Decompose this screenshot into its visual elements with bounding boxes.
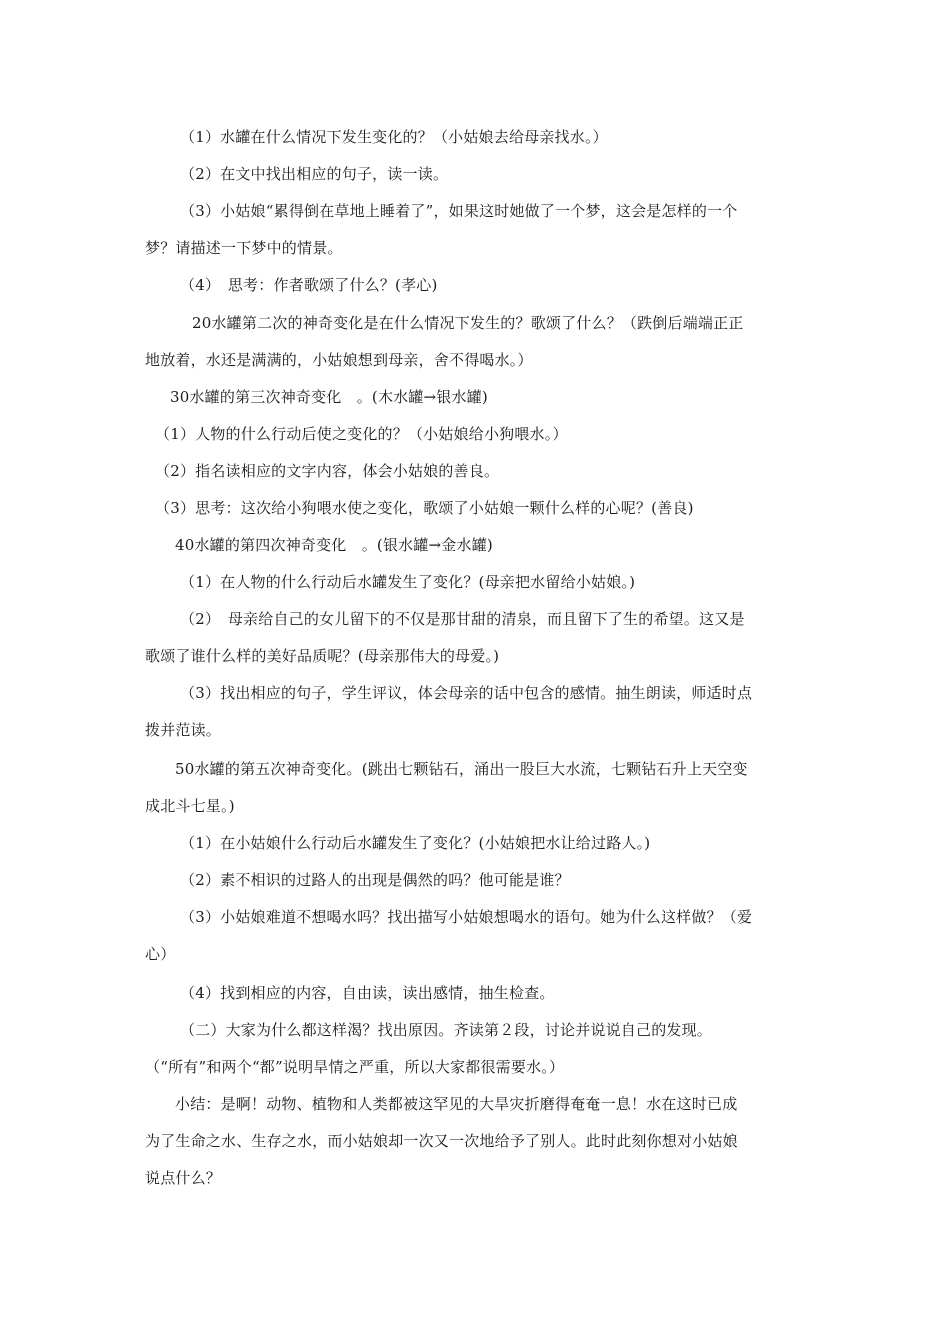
line-item-3: 30水罐的第三次神奇变化 。(木水罐→银水罐) (170, 388, 488, 406)
line-1-4: （4） 思考：作者歌颂了什么？(孝心) (180, 276, 438, 294)
line-5-1: （1）在小姑娘什么行动后水罐发生了变化？(小姑娘把水让给过路人。) (180, 834, 651, 852)
line-item-4: 40水罐的第四次神奇变化 。(银水罐→金水罐) (175, 536, 493, 554)
line-1-1: （1）水罐在什么情况下发生变化的？（小姑娘去给母亲找水。） (180, 128, 608, 146)
line-5-3-cont: 心） (145, 945, 176, 963)
line-item-2: 20水罐第二次的神奇变化是在什么情况下发生的？歌颂了什么？（跌倒后端端正正 (192, 314, 744, 332)
line-3-3: （3）思考：这次给小狗喂水使之变化，歌颂了小姑娘一颗什么样的心呢？(善良) (155, 499, 694, 517)
line-4-3-cont: 拨并范读。 (145, 721, 222, 739)
line-3-2: （2）指名读相应的文字内容，体会小姑娘的善良。 (155, 462, 500, 480)
line-4-2: （2） 母亲给自己的女儿留下的不仅是那甘甜的清泉，而且留下了生的希望。这又是 (180, 610, 745, 628)
line-3-1: （1）人物的什么行动后使之变化的？（小姑娘给小狗喂水。） (155, 425, 568, 443)
line-4-3: （3）找出相应的句子，学生评议，体会母亲的话中包含的感情。抽生朗读，师适时点 (180, 684, 753, 702)
line-item-5: 50水罐的第五次神奇变化。(跳出七颗钻石，涌出一股巨大水流，七颗钻石升上天空变 (175, 760, 748, 778)
line-5-2: （2）素不相识的过路人的出现是偶然的吗？他可能是谁？ (180, 871, 570, 889)
line-1-3: （3）小姑娘“累得倒在草地上睡着了”，如果这时她做了一个梦，这会是怎样的一个 (180, 202, 738, 220)
line-item-2-cont: 地放着，水还是满满的，小姑娘想到母亲，舍不得喝水。） (145, 351, 533, 369)
line-1-2: （2）在文中找出相应的句子，读一读。 (180, 165, 449, 183)
line-summary-2: 为了生命之水、生存之水，而小姑娘却一次又一次地给予了别人。此时此刻你想对小姑娘 (145, 1132, 738, 1150)
line-summary-1: 小结：是啊！动物、植物和人类都被这罕见的大旱灾折磨得奄奄一息！水在这时已成 (175, 1095, 738, 1113)
line-item-5-cont: 成北斗七星。) (145, 797, 235, 815)
line-4-1: （1）在人物的什么行动后水罐发生了变化？(母亲把水留给小姑娘。) (180, 573, 636, 591)
line-5-3: （3）小姑娘难道不想喝水吗？找出描写小姑娘想喝水的语句。她为什么这样做？（爱 (180, 908, 753, 926)
line-section-2: （二）大家为什么都这样渴？找出原因。齐读第２段，讨论并说说自己的发现。 (180, 1021, 713, 1039)
line-1-3-cont: 梦？请描述一下梦中的情景。 (145, 239, 343, 257)
line-summary-3: 说点什么？ (145, 1169, 222, 1187)
line-section-2-note: （“所有”和两个“都”说明旱情之严重，所以大家都很需要水。） (145, 1058, 565, 1076)
line-5-4: （4）找到相应的内容，自由读，读出感情，抽生检查。 (180, 984, 555, 1002)
line-4-2-cont: 歌颂了谁什么样的美好品质呢？(母亲那伟大的母爱。) (145, 647, 500, 665)
